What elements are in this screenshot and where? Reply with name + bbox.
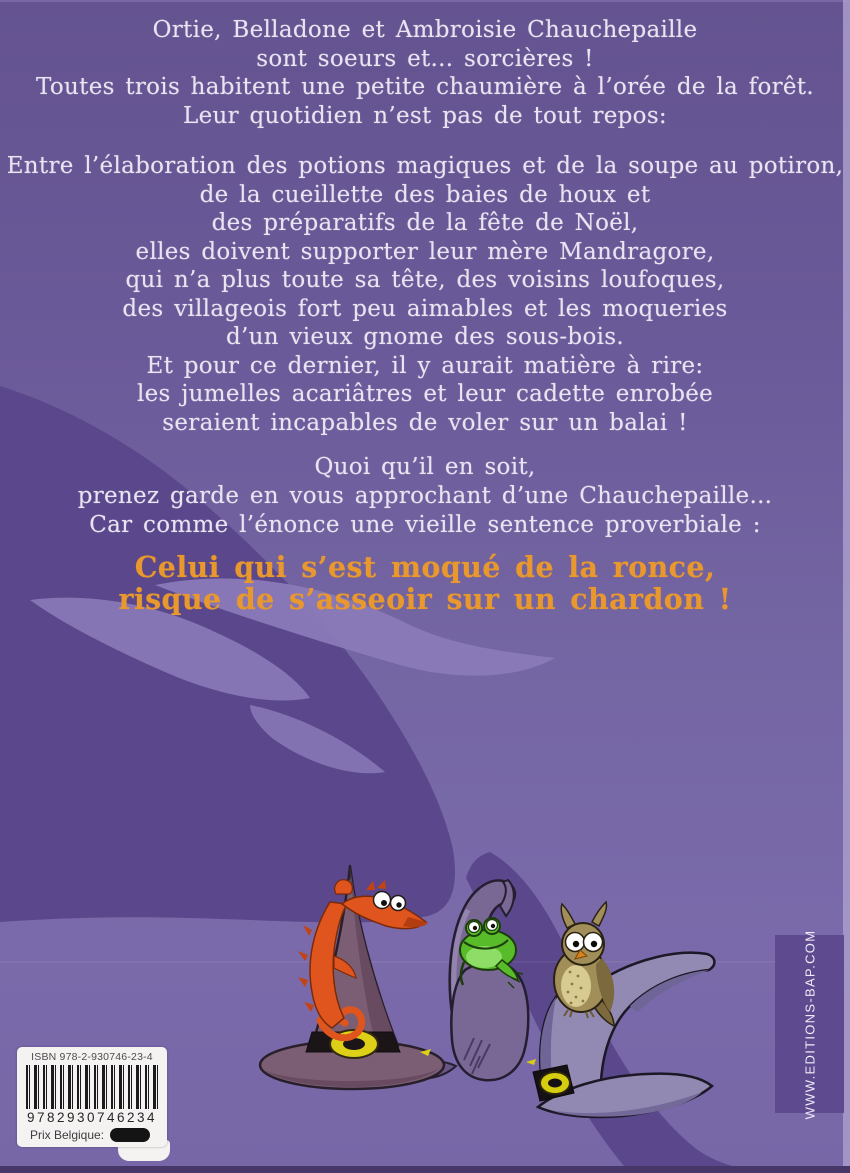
synopsis-line: Quoi qu’il en soit, bbox=[314, 454, 536, 480]
synopsis-line: Toutes trois habitent une petite chaumière à l’orée de la forêt. bbox=[36, 74, 814, 100]
synopsis-line: Car comme l’énonce une vieille sentence proverbiale : bbox=[89, 512, 761, 538]
synopsis-line: les jumelles acariâtres et leur cadette enrobée bbox=[136, 381, 714, 407]
synopsis-line: Leur quotidien n’est pas de tout repos: bbox=[183, 102, 667, 129]
synopsis-line: Et pour ce dernier, il y aurait matière à rire: bbox=[146, 352, 704, 379]
owl-on-witch-hat bbox=[526, 902, 714, 1117]
synopsis-line: prenez garde en vous approchant d’une Chauchepaille... bbox=[77, 483, 773, 509]
synopsis-line: d’un vieux gnome des sous-bois. bbox=[226, 324, 624, 350]
synopsis-line: des préparatifs de la fête de Noël, bbox=[211, 210, 639, 236]
publisher-website-text: WWW.EDITIONS-BAP.COM bbox=[802, 929, 817, 1119]
price-sticker-blob bbox=[110, 1128, 150, 1142]
lizard-on-witch-hat bbox=[260, 866, 444, 1089]
synopsis-line: de la cueillette des baies de houx et bbox=[199, 181, 651, 208]
publisher-website-band bbox=[775, 929, 844, 1119]
price-label: Prix Belgique: bbox=[30, 1128, 105, 1142]
ean-number: 9782930746234 bbox=[26, 1110, 158, 1125]
synopsis-line: des villageois fort peu aimables et les moqueries bbox=[122, 295, 728, 322]
synopsis-line: seraient incapables de voler sur un balai ! bbox=[162, 409, 688, 436]
proverb-line: Celui qui s’est moqué de la ronce, bbox=[134, 550, 716, 584]
synopsis-line: Ortie, Belladone et Ambroisie Chauchepaille bbox=[152, 17, 698, 43]
proverb bbox=[0, 551, 850, 615]
synopsis-line: Entre l’élaboration des potions magiques et de la soupe au potiron, bbox=[6, 153, 844, 179]
synopsis-line: sont soeurs et... sorcières ! bbox=[256, 45, 594, 72]
synopsis-intro bbox=[0, 16, 850, 130]
synopsis-line: elles doivent supporter leur mère Mandragore, bbox=[135, 238, 715, 265]
barcode-stripes bbox=[26, 1065, 158, 1109]
synopsis-warning bbox=[0, 453, 850, 540]
synopsis-body bbox=[0, 152, 850, 437]
synopsis-line: qui n’a plus toute sa tête, des voisins loufoques, bbox=[125, 267, 725, 293]
proverb-line: risque de s’asseoir sur un chardon ! bbox=[118, 582, 732, 616]
isbn-text: ISBN 978-2-930746-23-4 bbox=[31, 1051, 153, 1063]
barcode-label bbox=[17, 1047, 167, 1147]
witch-hats-illustration bbox=[250, 860, 730, 1173]
